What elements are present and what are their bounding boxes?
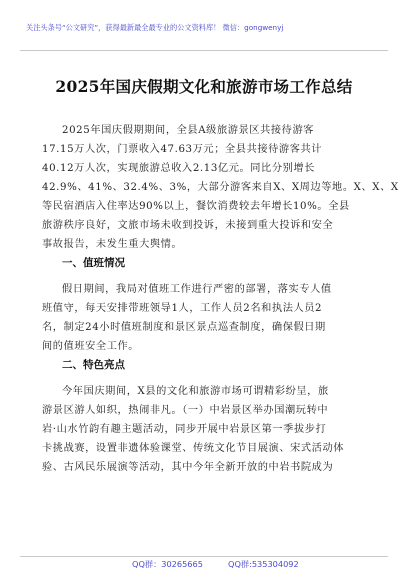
paragraph-line: 假日期间，我局对值班工作进行严密的部署，落实专人值 bbox=[62, 284, 332, 295]
paragraph-line: 岩·山水竹韵有趣主题活动，同步开展中岩景区第一季拔步打 bbox=[42, 424, 327, 435]
paragraph-highlights bbox=[42, 382, 360, 477]
banner-text: 关注头条号“公文研究”，获得最新最全最专业的公文资料库！ 微信：gongwenyj bbox=[26, 23, 284, 32]
paragraph-line: 等民宿酒店入住率达90%以上，餐饮消费较去年增长10%。全县 bbox=[42, 201, 350, 212]
paragraph-duty bbox=[42, 280, 360, 356]
paragraph-line: 旅游秩序良好，文旅市场未收到投诉，未接到重大投诉和安全 bbox=[42, 220, 334, 231]
paragraph-line: 游景区游人如织，热闹非凡。（一）中岩景区举办国潮玩转中 bbox=[42, 405, 329, 416]
section-heading-highlights: 二、特色亮点 bbox=[62, 359, 125, 371]
footer-qq-group-1: QQ群：30265665 bbox=[132, 559, 203, 569]
section-heading-duty: 一、值班情况 bbox=[62, 257, 125, 269]
paragraph-line: 17.15万人次，门票收入47.63万元；全县共接待游客共计 bbox=[42, 144, 323, 155]
paragraph-line: 间的值班安全工作。 bbox=[42, 341, 140, 352]
paragraph-line: 40.12万人次，实现旅游总收入2.13亿元。同比分别增长 bbox=[42, 163, 315, 174]
paragraph-line: 2025年国庆假期期间，全县A级旅游景区共接待游客 bbox=[62, 125, 315, 136]
paragraph-line: 验、古风民乐展演等活动，其中今年全新开放的中岩书院成为 bbox=[42, 462, 334, 473]
document-title: 2025年国庆假期文化和旅游市场工作总结 bbox=[55, 77, 353, 96]
paragraph-line: 卡挑战赛，设置非遗体验课堂、传统文化节目展演、宋式活动体 bbox=[42, 443, 345, 454]
paragraph-line: 今年国庆期间，X县的文化和旅游市场可谓精彩纷呈，旅 bbox=[62, 386, 329, 397]
footer-qq-group-2: QQ群:535304092 bbox=[228, 559, 299, 569]
paragraph-line: 班值守，每天安排带班领导1人，工作人员2名和执法人员2 bbox=[42, 303, 323, 314]
footer-divider bbox=[20, 556, 388, 557]
paragraph-line: 名，制定24小时值班制度和景区景点巡查制度，确保假日期 bbox=[42, 322, 326, 333]
header-banner bbox=[20, 14, 388, 51]
paragraph-line: 事故报告，未发生重大舆情。 bbox=[42, 239, 183, 250]
paragraph-summary bbox=[42, 121, 399, 254]
paragraph-line: 42.9%、41%、32.4%、3%，大部分游客来自X、X周边等地。X、X、X bbox=[42, 182, 399, 193]
